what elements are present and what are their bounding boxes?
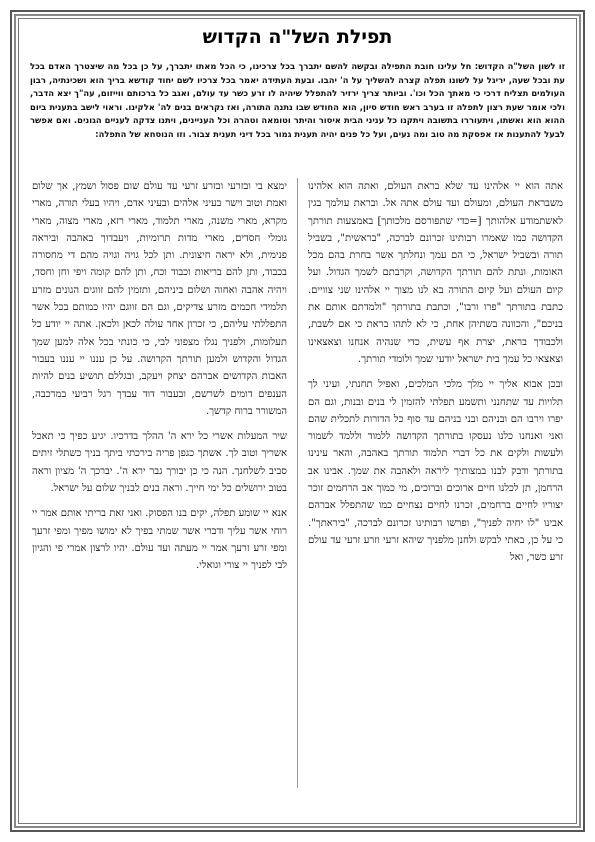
prayer-paragraph: ובכן אבוא אליך יי מלך מלכי המלכים, ואפיל תחנתי, ועיני לך תלויות עד שתחנני ותשמע תפלתי להזמין לי בנים ובנות, וגם הם יפרו וירבו הם ובניהם ובני בניהם עד סוף כל הדורות לתכלית שהם ואני ואנחנו כלנו נעסקו בתורתך הקדושה ללמוד וללמד לשמור ולעשות ולקים את כל דברי תלמוד תורתך באהבה, והאר עינינו בתורתך ודבק לבנו במצותיך ליראה ולאהבה את שמך. אבינו אב הרחמן, תן לכלנו חיים ארוכים וברוכים, מי כמוך אב הרחמים זוכר יצוריו לחיים ברחמים, זכרנו לחיים נצחיים כמו שהתפלל אברהם אבינו "לו יחיה לפניך", ופרשו רבותינו זכרונם לברכה, "ביראתך". כי על כן, באתי לבקש ולחנן מלפניך שיהא זרעי וזרע זרעי עד עולם זרע כשר, ואל: [308, 379, 563, 564]
page-title: תפילת השל"ה הקדוש: [202, 26, 393, 48]
prayer-paragraph: אנא יי שומע תפלה, יקים בנו הפסוק. ואני זאת בריתי אותם אמר יי רוחי אשר עליך ודברי אשר שמתי בפיך לא ימושו מפיך ומפי זרעך ומפי זרע זרעך אמר יי מעתה ועד עולם. יהיו לרצון אמרי פי והגיון לבי לפניך יי צורי וגואלי.: [32, 508, 287, 572]
intro-paragraph: זו לשון השל"ה הקדוש: חל עלינו חובת התפילה ובקשה להשם יתברך בכל צרכינו, כי הכל מאתו יתברך, על כן בכל מה שיצטרך האדם בכל עת ובכל שעה, יריגל על לשונו תפלה קצרה להשליך על ה' יהבו. ובעת העתידה יאמר בכל צרכיו לשם יחוד קודשא בריך הוא ושכינתיה, רבון העולמים תצליח דרכי כי מאתך הכל וכו'. וביותר צריך ירזיר להתפלל שיהיה לו זרע כשר עד עולם, ואגב כל ברכותם ווייזום, עה"ך יצא הדבר, ולכי אומר שעת רצון לתפלה זו בערב ראש חודש סיון, הוא החודש שבו נתנה התורה, ואז נקראים בנים לה' אלקינו. וראוי לישב בתענית ביום ההוא הוא ואשתו, ויתעוררו בתשובה ויתקנו כל עניני הבית איסור והיתר וטומאה וטהרה וכל העניינים, ויתנו צדקה לעניים הגונים. ואם אפשר לבעל להתענות אז אפסקת מה טוב ומה נעים, ועל כל פנים יהיה תענית גמור בכל דיני תענית צבור. וזו הנוסחא של התפלה:: [30, 61, 565, 139]
prayer-column-right: [308, 178, 563, 575]
prayer-paragraph: ימצא בי ובזרעי ובזרע זרעי עד עולם שום פסול ושמץ, אך שלום ואמת וטוב וישר בעיני אלהים ובעיני אדם, ויהיו בעלי תורה, מארי מקרא, מארי משנה, מארי תלמוד, מארי רזא, מארי מצוה, מארי גומלי חסדים, מארי מדות תרומיות, ויעבדוך באהבה וביראה פנימית, ולא יראה חיצונית. ותן לכל גויה וגויה מהם די מחסורה בכבוד, ותן להם בריאות וכבוד וכח, ותן להם קומה ויפי וחן וחסד, ויהיה אהבה ואחוה ושלום ביניהם, ותזמין להם זווגים הגונים מזרע תלמידי חכמים מזרע צדיקים, וגם הם זווגם יהיו כמותם בכל אשר התפללתי עליהם, כי זכרון אחד עולה לכאן ולכאן. אתה יי יודע כל תעלומות, ולפניך נגלו מצפוני לבי, כי כונתי בכל אלה למען שמך הגדול והקדוש ולמען תורתך הקדושה. על כן עננו יי עננו בעבור האבות הקדושים אברהם יצחק ויעקב, ובגללם תושיע בנים להיות הענפים דומים לשרשם, ובעבור דוד עבדך רגל רביעי במרכבה, המשורר ברוח קדשך.: [32, 181, 287, 417]
prayer-paragraph: שיר המעלות אשרי כל ירא ה' ההלך בדרכיו. יגיע כפיך כי תאכל אשריך וטוב לך. אשתך כגפן פריה בירכתי ביתך בניך כשתלי זיתים סביב לשלחנך. הנה כי כן יבורך גבר ירא ה'. יברכך ה' מציון וראה בטוב ירושלים כל ימי חייך. וראה בנים לבניך שלום על ישראל.: [32, 431, 287, 495]
prayer-column-left: [32, 178, 287, 583]
column-divider: [297, 178, 298, 788]
prayer-paragraph: אתה הוא יי אלהינו עד שלא בראת העולם, ואתה הוא אלהינו משבראת העולם, ומעולם ועד עולם אתה אל. ובראת עולמך בגין לאשתמודע אלהותך [=כדי שתפורסם מלכותך] באמצעות תורתך הקדושה כמו שאמרו רבותינו זכרונם לברכה, "בראשית", בשביל תורה ובשביל ישראל, כי הם עמך ונחלתך אשר בחרת בהם מכל האומות, ונתת להם תורתך הקדושה, וקרבתם לשמך הגדול. ועל קיום העולם ועל קיום התורה בא לנו מצוך יי אלהינו שני צוויים. כתבת בתורתך "פרו ורבו", וכתבת בתורתך "ולמדתם אותם את בניכם", והכוונה בשתיהן אחת, כי לא לתהו בראת כי אם לשבת, ולכבודך בראת, יצרת אף עשית, כדי שנהיה אנחנו וצאצאינו וצאצאי כל עמך בית ישראל יודעי שמך ולומדי תורתך.: [308, 181, 563, 365]
